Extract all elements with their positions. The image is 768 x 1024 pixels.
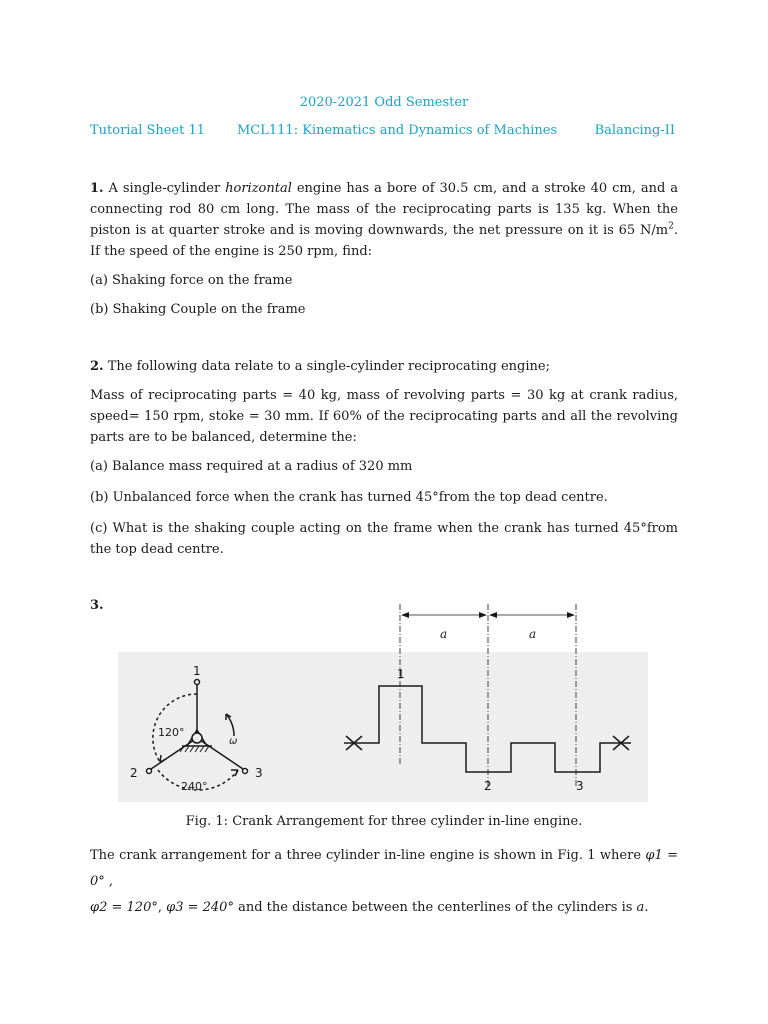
course-title: MCL111: Kinematics and Dynamics of Machines xyxy=(237,123,558,138)
question-2-part-b: (b) Unbalanced force when the crank has turned 45°from the top dead centre. xyxy=(90,490,608,505)
crank-label-2: 2 xyxy=(484,779,492,793)
phi-2-value: φ2 = 120° xyxy=(90,900,158,915)
question-1 xyxy=(90,178,678,320)
crank-star-label-1: 1 xyxy=(193,664,201,678)
q1-superscript: 2 xyxy=(668,221,674,232)
question-3-number: 3. xyxy=(90,598,104,613)
question-3-text xyxy=(90,843,678,921)
phi-1-value: φ1 = 0° xyxy=(90,848,678,889)
question-2-intro xyxy=(90,356,678,377)
q3-separator: , xyxy=(157,900,167,915)
q2-intro-text: The following data relate to a single-cylinder reciprocating engine; xyxy=(103,359,550,374)
omega-label: ω xyxy=(229,736,238,747)
crank-1-pin xyxy=(195,680,200,685)
question-1-part-b: (b) Shaking Couple on the frame xyxy=(90,302,306,317)
crank-arrangement-figure xyxy=(0,596,768,806)
q3-text-part: . xyxy=(644,900,649,915)
crank-label-3: 3 xyxy=(576,779,584,793)
q1-text-part: . If the speed of the engine is 250 rpm, find: xyxy=(90,223,678,259)
q1-emphasis: horizontal xyxy=(225,181,292,196)
bearing-center xyxy=(192,733,202,743)
question-2 xyxy=(90,356,678,560)
question-2-part-c: (c) What is the shaking couple acting on the frame when the crank has turned 45°from the top dead centre. xyxy=(90,521,678,557)
semester-title: 2020-2021 Odd Semester xyxy=(299,95,469,110)
topic-label: Balancing-II xyxy=(594,123,675,138)
dimension-a2-label: a xyxy=(529,627,537,641)
crank-2-pin xyxy=(147,769,152,774)
tutorial-sheet-label: Tutorial Sheet 11 xyxy=(90,123,206,138)
question-1-part-a: (a) Shaking force on the frame xyxy=(90,273,293,288)
angle-240-label: 240° xyxy=(181,780,208,793)
q3-separator: , xyxy=(104,874,114,889)
crank-3-pin xyxy=(243,769,248,774)
question-1-number: 1. xyxy=(90,181,104,196)
crank-star-label-3: 3 xyxy=(255,766,263,780)
phi-3-value: φ3 = 240° xyxy=(166,900,234,915)
distance-variable: a xyxy=(636,900,645,915)
dimension-a1-label: a xyxy=(440,627,448,641)
crank-star-label-2: 2 xyxy=(130,766,138,780)
question-1-text xyxy=(90,178,678,262)
crank-label-1: 1 xyxy=(397,667,405,681)
q1-text-part: A single-cylinder xyxy=(103,181,226,196)
angle-120-label: 120° xyxy=(158,726,185,739)
question-2-data: Mass of reciprocating parts = 40 kg, mass of revolving parts = 30 kg at crank radius, speed= 150 rpm, stoke = 30 mm. If 60% of the reciprocating parts and all the revolving parts are to be balanced, determine the: xyxy=(90,388,678,445)
figure-caption: Fig. 1: Crank Arrangement for three cylinder in-line engine. xyxy=(185,814,583,829)
q3-text-part: and the distance between the centerlines of the cylinders is xyxy=(233,900,637,915)
question-2-part-a: (a) Balance mass required at a radius of 320 mm xyxy=(90,459,413,474)
q3-text-part: The crank arrangement for a three cylinder in-line engine is shown in Fig. 1 where xyxy=(90,848,646,863)
question-2-number: 2. xyxy=(90,359,104,374)
q1-text-part: engine has a bore of 30.5 cm, and a stroke 40 cm, and a connecting rod 80 cm long. The mass of the reciprocating parts is 135 kg. When the piston is at quarter stroke and is moving downwards, the net pressure on it is 65 N/m xyxy=(90,181,678,238)
